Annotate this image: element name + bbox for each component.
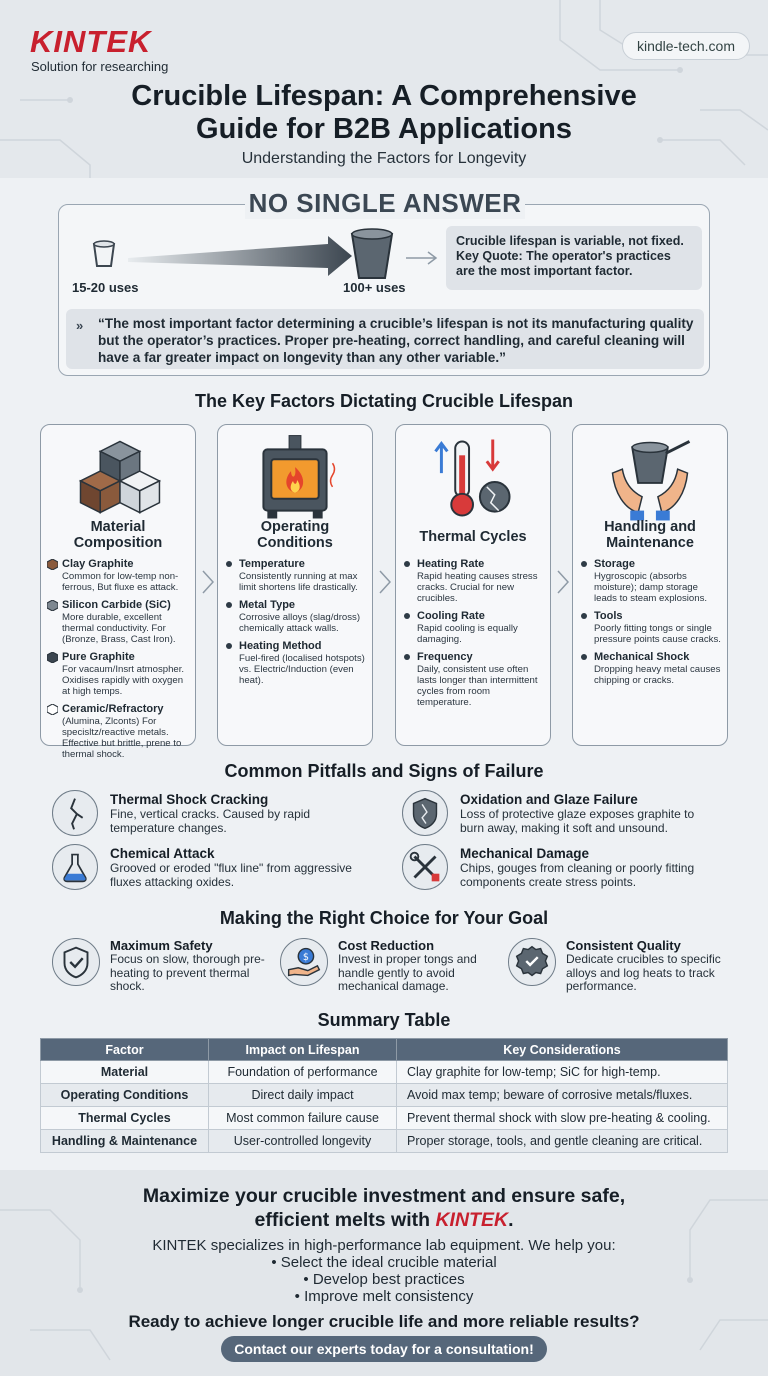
list-item: Heating Method Fuel-fired (localised hotspots) vs. Electric/Induction (even heat). xyxy=(226,640,366,686)
list-item: Metal Type Corrosive alloys (slag/dross) chemically attack walls. xyxy=(226,599,366,634)
pitfall-chemical-attack: Chemical Attack Grooved or eroded "flux line" from aggressive fluxes attacking oxides. xyxy=(52,844,372,898)
sic-swatch-icon xyxy=(47,600,58,611)
card-title: Handling and Maintenance xyxy=(604,519,696,551)
bullet-icon xyxy=(581,561,587,567)
pure-graphite-swatch-icon xyxy=(47,652,58,663)
table-header-row xyxy=(41,1039,728,1061)
table-cell: Avoid max temp; beware of corrosive metals/fluxes. xyxy=(397,1084,728,1107)
list-item: Tools Poorly fitting tongs or single pressure points cause cracks. xyxy=(581,610,721,645)
key-factors-title: The Key Factors Dictating Crucible Lifespan xyxy=(194,391,574,411)
column-header: Key Considerations xyxy=(397,1039,728,1061)
bullet-icon xyxy=(581,613,587,619)
header-banner xyxy=(0,0,768,178)
card-material-composition xyxy=(40,424,196,760)
shield-check-icon xyxy=(52,938,100,986)
bullet-icon xyxy=(404,654,410,660)
double-chevron-icon: » xyxy=(76,318,84,333)
high-uses-label: 100+ uses xyxy=(343,280,406,295)
bullet-icon xyxy=(581,654,587,660)
table-cell: Proper storage, tools, and gentle cleaning are critical. xyxy=(397,1130,728,1153)
bullet-icon xyxy=(404,613,410,619)
column-header: Factor xyxy=(41,1039,209,1061)
list-item: Frequency Daily, consistent use often lasts longer than intermittent cycles from room temperature. xyxy=(404,651,544,708)
table-row xyxy=(41,1084,728,1107)
list-item: Mechanical Shock Dropping heavy metal causes chipping or cracks. xyxy=(581,651,721,686)
card-title: Operating Conditions xyxy=(257,519,333,551)
cta-question: Ready to achieve longer crucible life and more reliable results? xyxy=(128,1312,640,1331)
table-row xyxy=(41,1061,728,1084)
list-item: Cooling Rate Rapid cooling is equally damaging. xyxy=(404,610,544,645)
pitfall-thermal-shock: Thermal Shock Cracking Fine, vertical cracks. Caused by rapid temperature changes. xyxy=(52,790,372,844)
chevron-right-icon xyxy=(379,570,391,594)
shield-crack-icon xyxy=(402,790,448,836)
site-url-pill[interactable]: kindle-tech.com xyxy=(622,32,750,60)
money-hand-icon xyxy=(280,938,328,986)
cta-intro: KINTEK specializes in high-performance lab equipment. We help you: xyxy=(152,1237,616,1254)
crack-icon xyxy=(52,790,98,836)
cta-benefits-list xyxy=(0,1254,768,1305)
pitfalls-title: Common Pitfalls and Signs of Failure xyxy=(224,761,544,781)
bullet-icon xyxy=(226,561,232,567)
kintek-brand-inline: KINTEK xyxy=(435,1209,509,1231)
kintek-logo[interactable]: KINTEK xyxy=(30,24,152,59)
goal-consistent-quality: Consistent Quality Dedicate crucibles to specific alloys and log heats to track performance. xyxy=(508,938,738,998)
table-cell: Material xyxy=(41,1061,209,1084)
low-uses-label: 15-20 uses xyxy=(72,280,139,295)
cta-title: Maximize your crucible investment and ensure safe, efficient melts with KINTEK. xyxy=(142,1185,626,1231)
clay-graphite-swatch-icon xyxy=(47,559,58,570)
list-item: Temperature Consistently running at max limit shortens life drastically. xyxy=(226,558,366,593)
table-row xyxy=(41,1107,728,1130)
flask-icon xyxy=(52,844,98,890)
bullet-icon xyxy=(226,643,232,649)
material-cubes-icon xyxy=(41,433,195,525)
card-title: Material Composition xyxy=(73,519,163,551)
table-cell: Direct daily impact xyxy=(209,1084,397,1107)
hands-crucible-icon xyxy=(573,433,727,525)
furnace-icon xyxy=(218,433,372,525)
list-item: Silicon Carbide (SiC) More durable, excellent thermal conductivity. For (Bronze, Brass, Cast Iron). xyxy=(49,599,189,645)
goal-maximum-safety: Maximum Safety Focus on slow, thorough pre-heating to prevent thermal shock. xyxy=(52,938,282,998)
card-thermal-cycles xyxy=(395,424,551,746)
table-cell: Operating Conditions xyxy=(41,1084,209,1107)
page-title: Crucible Lifespan: A Comprehensive Guide for B2B Applications xyxy=(131,80,637,145)
pitfall-oxidation: Oxidation and Glaze Failure Loss of protective glaze exposes graphite to burn away, making it soft and unsound. xyxy=(402,790,722,844)
list-item: • Develop best practices xyxy=(303,1271,465,1288)
list-item: Heating Rate Rapid heating causes stress cracks. Crucial for new crucibles. xyxy=(404,558,544,604)
ceramic-swatch-icon xyxy=(47,704,58,715)
award-badge-icon xyxy=(508,938,556,986)
column-header: Impact on Lifespan xyxy=(209,1039,397,1061)
summary-table-title: Summary Table xyxy=(317,1010,451,1030)
card-handling-maintenance xyxy=(572,424,728,746)
bullet-icon xyxy=(404,561,410,567)
key-quote: » “The most important factor determining a crucible’s lifespan is not its manufacturing quality but the operator’s practices. Proper pre-heating, correct handling, and careful cleaning will have a far greater impact on longevity than any other variable.” xyxy=(66,309,704,369)
bullet-icon xyxy=(226,602,232,608)
tools-icon xyxy=(402,844,448,890)
contact-experts-button[interactable]: Contact our experts today for a consultation! xyxy=(221,1336,547,1362)
table-cell: Most common failure cause xyxy=(209,1107,397,1130)
table-cell: Handling & Maintenance xyxy=(41,1130,209,1153)
table-row xyxy=(41,1130,728,1153)
card-operating-conditions xyxy=(217,424,373,746)
table-cell: User-controlled longevity xyxy=(209,1130,397,1153)
large-crucible-icon xyxy=(352,229,392,278)
small-crucible-icon xyxy=(94,241,114,266)
brand-tagline: Solution for researching xyxy=(31,59,169,74)
summary-table xyxy=(40,1038,728,1153)
lifespan-note: Crucible lifespan is variable, not fixed. Key Quote: The operator's practices are the most important factor. xyxy=(446,226,702,290)
no-single-answer-title: NO SINGLE ANSWER xyxy=(245,188,525,219)
goals-title: Making the Right Choice for Your Goal xyxy=(219,908,549,928)
chevron-right-icon xyxy=(557,570,569,594)
table-cell: Clay graphite for low-temp; SiC for high-temp. xyxy=(397,1061,728,1084)
table-cell: Thermal Cycles xyxy=(41,1107,209,1130)
list-item: Ceramic/Refractory (Alumina, Zlconts) For specisltz/reactive metals. Effective but brittle, prene to thermal shock. xyxy=(49,703,189,760)
table-cell: Prevent thermal shock with slow pre-heating & cooling. xyxy=(397,1107,728,1130)
table-cell: Foundation of performance xyxy=(209,1061,397,1084)
card-title: Thermal Cycles xyxy=(419,529,527,545)
list-item: Storage Hygroscopic (absorbs moisture); damp storage leads to steam explosions. xyxy=(581,558,721,604)
list-item: • Improve melt consistency xyxy=(294,1288,474,1305)
goal-cost-reduction: $ Cost Reduction Invest in proper tongs and handle gently to avoid mechanical damage. xyxy=(280,938,510,998)
list-item: Clay Graphite Common for low-temp non-ferrous, But fluxe es attack. xyxy=(49,558,189,593)
chevron-right-icon xyxy=(202,570,214,594)
list-item: • Select the ideal crucible material xyxy=(271,1254,497,1271)
svg-text:$: $ xyxy=(302,952,309,964)
thermometer-icon xyxy=(396,433,550,525)
list-item: Pure Graphite For vacaum/Insrt atmospher. Oxidises rapidly with oxygen at high temps. xyxy=(49,651,189,697)
page-subtitle: Understanding the Factors for Longevity xyxy=(241,150,527,167)
pitfall-mechanical-damage: Mechanical Damage Chips, gouges from cleaning or poorly fitting components create stress points. xyxy=(402,844,722,898)
